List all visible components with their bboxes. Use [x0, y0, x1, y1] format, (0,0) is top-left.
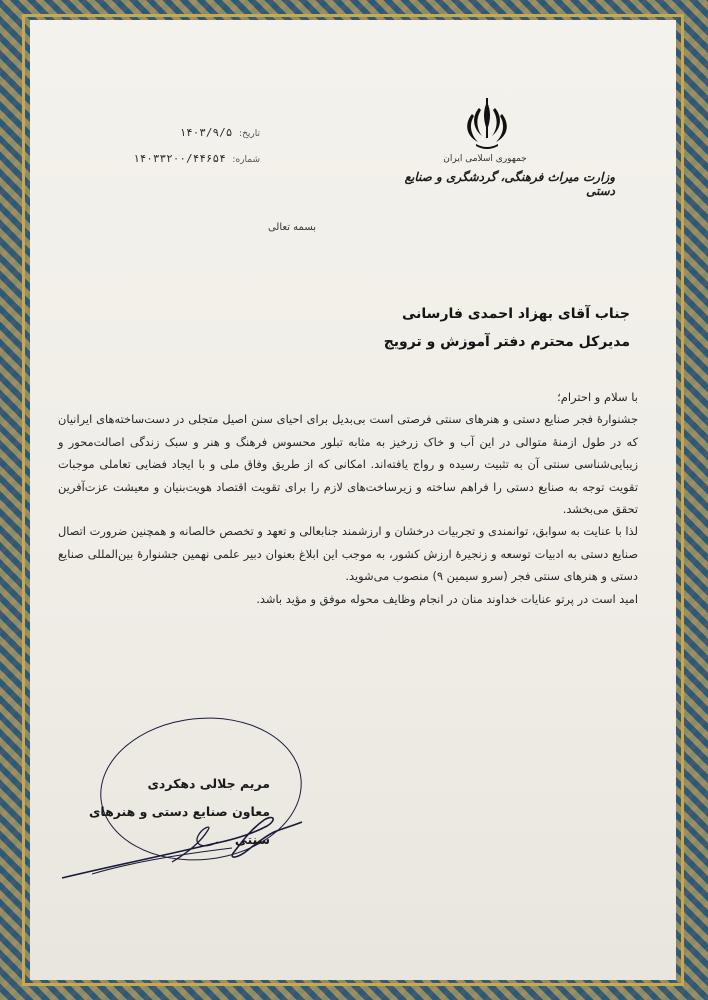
signer-title: معاون صنایع دستی و هنرهای سنتی: [88, 804, 270, 847]
date-value: ۱۴۰۳/۹/۵: [179, 126, 233, 139]
emblem-caption: جمهوری اسلامی ایران: [443, 154, 527, 164]
addressee-block: [300, 300, 630, 356]
addressee-title: مدیرکل محترم دفتر آموزش و ترویج: [383, 334, 630, 350]
number-row: [60, 152, 260, 165]
closing-line: امید است در پرتو عنایات خداوند منان در انجام وظایف محوله موفق و مؤید باشد.: [256, 591, 638, 606]
addressee-name: جناب آقای بهزاد احمدی فارسانی: [402, 306, 630, 322]
date-row: [110, 126, 260, 139]
body-paragraph-1: جشنوارهٔ فجر صنایع دستی و هنرهای سنتی فرصتی است بی‌بدیل برای احیای سنن اصیل متجلی در دست‌ساخته‌های ایرانیان که در طول ازمنهٔ متوالی در این آب و خاک زرخیز به مثابه تبلور محسوس فرهنگ و هنر و سبک زندگی اصالت‌محور و زیبایی‌شناسی سنتی آن به تثبیت رسیده و رواج یافته‌اند. امکانی که از طریق وفاق ملی و با ایجاد فضایی تعاملی موجبات تقویت توجه به صنایع دستی را فراهم ساخته و زیرساخت‌های لازم را برای تقویت اقتصاد هویت‌بنیان و معیشت عزت‌آفرین تحقق می‌بخشد.: [58, 412, 638, 517]
basmala: بسمه تعالی: [267, 222, 317, 233]
iran-emblem-icon: [452, 96, 522, 156]
letter-body: [58, 386, 638, 610]
date-label: تاریخ:: [239, 129, 260, 139]
greeting: با سلام و احترام؛: [557, 390, 638, 404]
ministry-name: وزارت میراث فرهنگی، گردشگری و صنایع دستی: [404, 170, 615, 198]
number-label: شماره:: [232, 155, 260, 165]
number-value: ۱۴۰۳۳۲۰۰/۴۴۶۵۴: [133, 152, 226, 165]
signer-block: [70, 770, 270, 854]
signer-name: مریم جلالی دهکردی: [147, 776, 270, 791]
body-paragraph-2: لذا با عنایت به سوابق، توانمندی و تجربیات درخشان و ارزشمند جنابعالی و تعهد و تخصص خالصانه و همچنین ضرورت اتصال صنایع دستی به ادبیات توسعه و زنجیرهٔ ارزش کشور، به موجب این ابلاغ بعنوان دبیر علمی نهمین جشنوارهٔ بین‌المللی صنایع دستی و هنرهای سنتی فجر (سرو سیمین ۹) منصوب می‌شوید.: [58, 524, 638, 584]
